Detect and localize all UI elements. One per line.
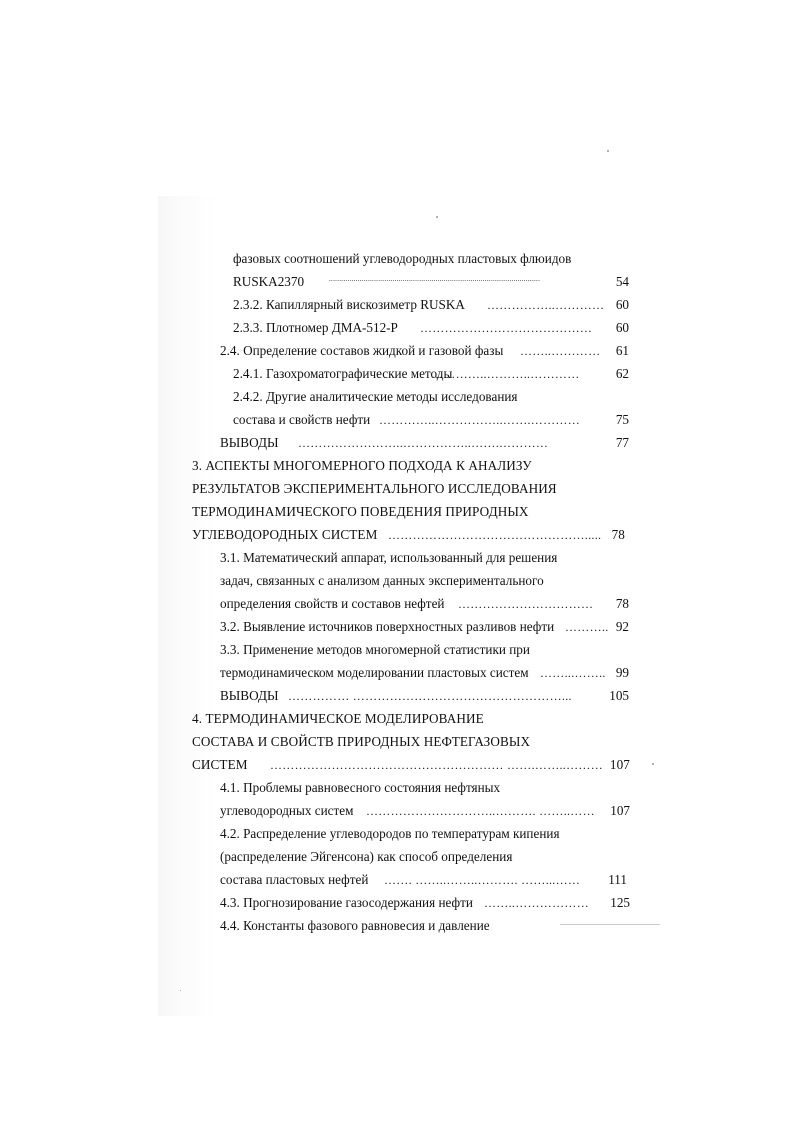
toc-text: 3.3. Применение методов многомерной статистики при <box>220 642 530 657</box>
toc-line <box>220 665 629 681</box>
toc-page-number: 61 <box>615 343 629 358</box>
toc-text: ВЫВОДЫ <box>220 435 279 450</box>
toc-line <box>220 895 630 911</box>
toc-text: 2.4.2. Другие аналитические методы исследования <box>233 389 518 404</box>
toc-page-number: 125 <box>610 895 630 910</box>
toc-line <box>220 803 630 819</box>
toc-page-number: 107 <box>610 803 630 818</box>
toc-line <box>220 872 627 888</box>
toc-page-number: 107 <box>609 757 630 772</box>
toc-text: задач, связанных с анализом данных экспериментального <box>220 573 544 588</box>
toc-leader-dots: ………………………………………………… …….……..……… <box>270 758 603 772</box>
toc-text: 2.3.2. Капиллярный вискозиметр RUSKA <box>233 297 465 312</box>
toc-line <box>233 389 518 405</box>
toc-line <box>220 619 629 635</box>
toc-text: термодинамическом моделировании пластовых систем <box>220 665 529 680</box>
toc-page-number: 105 <box>609 688 629 703</box>
toc-leader-dots: …………………………..………. ……..…… <box>366 804 595 818</box>
toc-line <box>233 251 571 267</box>
scan-speck <box>180 990 181 991</box>
scan-streak <box>560 924 660 925</box>
toc-text: 4.4. Константы фазового равновесия и давление <box>220 918 490 933</box>
toc-leader-dots: ……. ……..……..………. ……...…… <box>384 873 581 887</box>
toc-chapter-heading <box>192 504 529 520</box>
toc-leader-dots: …………………………… <box>458 597 594 611</box>
toc-leader-dots: …………..……………..…….………… <box>379 413 580 427</box>
toc-leader-dots: ……..……………… <box>484 896 589 910</box>
toc-text: РЕЗУЛЬТАТОВ ЭКСПЕРИМЕНТАЛЬНОГО ИССЛЕДОВАНИЯ <box>192 481 557 496</box>
toc-page-number: 111 <box>608 872 627 887</box>
toc-text: 3. АСПЕКТЫ МНОГОМЕРНОГО ПОДХОДА К АНАЛИЗУ <box>192 458 532 473</box>
toc-line <box>220 573 544 589</box>
toc-chapter-heading <box>192 711 484 727</box>
toc-page-number: 78 <box>615 596 629 611</box>
toc-text: (распределение Эйгенсона) как способ определения <box>220 849 513 864</box>
toc-text: определения свойств и составов нефтей <box>220 596 445 611</box>
toc-line <box>192 757 630 773</box>
scan-speck <box>436 216 438 218</box>
toc-text: СОСТАВА И СВОЙСТВ ПРИРОДНЫХ НЕФТЕГАЗОВЫХ <box>192 734 531 749</box>
toc-text: RUSKA2370 <box>233 274 305 289</box>
toc-line <box>220 596 629 612</box>
toc-text: состава пластовых нефтей <box>220 872 369 887</box>
toc-text: углеводородных систем <box>220 803 354 818</box>
toc-text: 3.2. Выявление источников поверхностных разливов нефти <box>220 619 555 634</box>
toc-line <box>233 274 629 290</box>
toc-leader-dots: ……………..………… <box>487 298 605 312</box>
toc-page-number: 62 <box>615 366 629 381</box>
toc-text: 2.4. Определение составов жидкой и газовой фазы <box>220 343 504 358</box>
toc-leader-dots: …………………………………………..... <box>388 528 602 542</box>
toc-text: 4. ТЕРМОДИНАМИЧЕСКОЕ МОДЕЛИРОВАНИЕ <box>192 711 484 726</box>
toc-text: СИСТЕМ <box>192 757 248 772</box>
toc-leader-dots: ……..………… <box>520 344 601 358</box>
toc-chapter-heading <box>192 734 530 750</box>
toc-text: ТЕРМОДИНАМИЧЕСКОГО ПОВЕДЕНИЯ ПРИРОДНЫХ <box>192 504 529 519</box>
toc-line <box>233 297 629 313</box>
toc-page-number: 54 <box>615 274 629 289</box>
toc-line <box>220 826 560 842</box>
toc-page-number: 99 <box>615 665 629 680</box>
toc-line <box>220 435 629 451</box>
toc-text: фазовых соотношений углеводородных пластовых флюидов <box>233 251 572 266</box>
toc-line <box>233 320 629 336</box>
toc-text: состава и свойств нефти <box>233 412 371 427</box>
toc-line <box>220 849 512 865</box>
toc-leader-dots: ……….. <box>565 620 609 634</box>
toc-leader-dots: …………..………..………… <box>431 367 580 381</box>
toc-page-number: 77 <box>615 435 629 450</box>
toc-text: 4.1. Проблемы равновесного состояния нефтяных <box>220 780 501 795</box>
toc-line <box>220 550 557 566</box>
toc-leader-dots: …………… ……………………………………………... <box>288 689 572 703</box>
toc-page-number: 78 <box>611 527 625 542</box>
toc-chapter-heading <box>192 458 532 474</box>
toc-text: 2.4.1. Газохроматографические методы <box>233 366 453 381</box>
toc-text: ВЫВОДЫ <box>220 688 279 703</box>
toc-line <box>233 366 629 382</box>
toc-chapter-heading <box>192 481 557 497</box>
toc-line <box>220 780 500 796</box>
toc-leader-dots: …………………………………… <box>420 321 593 335</box>
scan-speck <box>607 150 609 152</box>
toc-page-number: 60 <box>615 320 629 335</box>
toc-line <box>220 688 629 704</box>
toc-text: 2.3.3. Плотномер ДМА-512-Р <box>233 320 398 335</box>
toc-text: УГЛЕВОДОРОДНЫХ СИСТЕМ <box>192 527 378 542</box>
toc-page-number: 60 <box>615 297 629 312</box>
toc-leader-dots: ....................................................................................................... <box>329 275 541 283</box>
toc-line <box>220 918 490 934</box>
toc-text: 4.3. Прогнозирование газосодержания нефти <box>220 895 473 910</box>
toc-text: 4.2. Распределение углеводородов по температурам кипения <box>220 826 560 841</box>
toc-line <box>220 642 530 658</box>
toc-text: 3.1. Математический аппарат, использованный для решения <box>220 550 558 565</box>
toc-line <box>192 527 625 543</box>
toc-line <box>220 343 629 359</box>
toc-leader-dots: ……………………..……………..…….………… <box>298 436 549 450</box>
scan-speck <box>652 763 654 765</box>
toc-leader-dots: ……...…….. <box>540 666 606 680</box>
toc-line <box>233 412 629 428</box>
toc-page-number: 75 <box>615 412 629 427</box>
toc-page-number: 92 <box>615 619 629 634</box>
